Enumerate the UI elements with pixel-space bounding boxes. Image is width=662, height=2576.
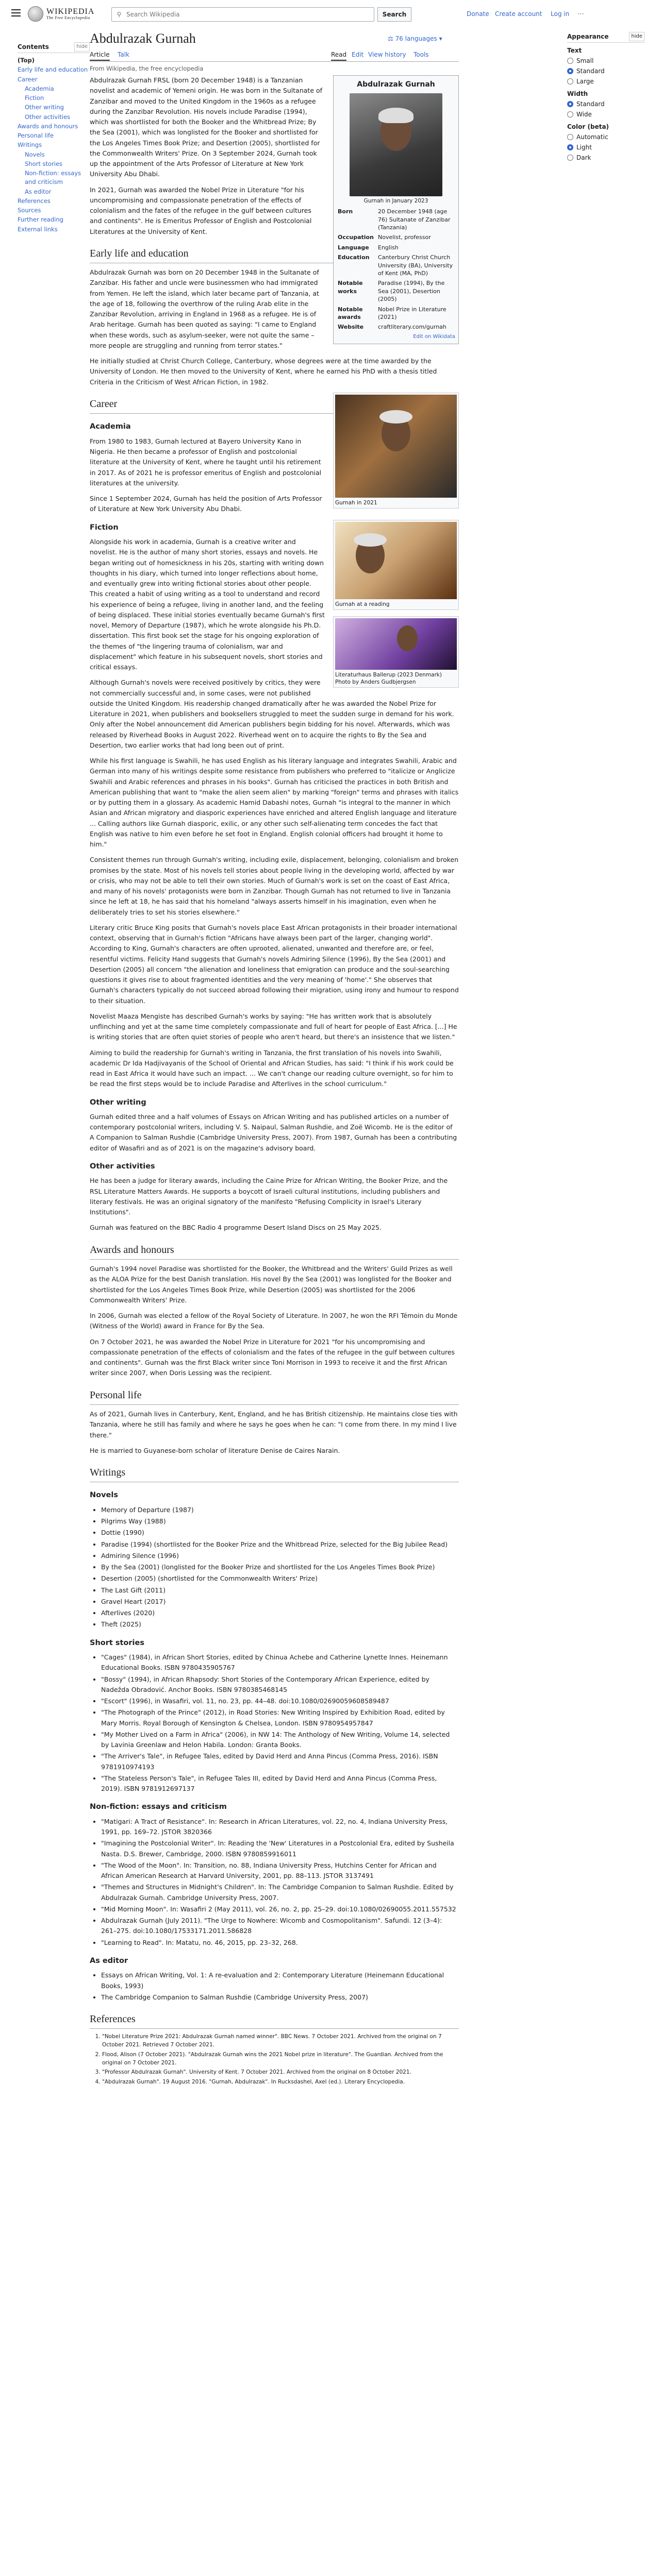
novel-item: • Paradise (1994) (shortlisted for the Booker Prize and the Whitbread Prize, selected for the Big Jubilee Read)	[101, 1539, 459, 1550]
tab-history[interactable]: View history	[368, 51, 406, 58]
paragraph: Gurnah edited three and a half volumes of Essays on African Writing and has published articles on a number of contemporary postcolonial writers, including V. S. Naipaul, Salman Rushdie, and Zoë Wicomb. He is the editor of A Companion to Salman Rushdie (Cambridge University Press, 2007). From 1987, Gurnah has been a contributing editor of Wasafiri and as of 2021 is on the magazine's advisory board.	[90, 1112, 457, 1152]
nonfiction-item: • "The Wood of the Moon". In: Transition, no. 88, Indiana University Press, Hutchins Center for African and African American Research at Harvard University, 2001, pp. 88–113. JSTOR 3137491	[101, 1860, 459, 1882]
option-label: Standard	[576, 100, 605, 108]
radio-icon[interactable]	[567, 111, 573, 117]
heading-academia: Academia	[90, 422, 131, 431]
option-label: Dark	[576, 154, 591, 161]
heading-other-writing: Other writing	[90, 1098, 146, 1107]
infobox-value: craftliterary.com/gurnah	[378, 324, 446, 331]
tab-tools[interactable]: Tools	[413, 51, 429, 58]
text-size-option[interactable]	[567, 77, 644, 86]
nonfiction-list	[101, 1817, 459, 1948]
reference-item: 3. "Professor Abdulrazak Gurnah". University of Kent. 7 October 2021. Archived from the original on 8 October 2021.	[102, 2069, 459, 2077]
paragraph: He has been a judge for literary awards, including the Caine Prize for African Writing, the Booker Prize, and the RSL Literature Matters Awards. He supports a boycott of Israeli cultural institutions, including publishers and literary festivals. He was an original signatory of the manifesto "Refusing Complicity in Israel's Literary Institutions".	[90, 1177, 448, 1216]
reference-item: 1. "Nobel Literature Prize 2021: Abdulrazak Gurnah named winner". BBC News. 7 October 2021. Archived from the original on 7 October 2021. Retrieved 7 October 2021.	[102, 2033, 459, 2049]
paragraph: Abdulrazak Gurnah was born on 20 December 1948 in the Sultanate of Zanzibar. His father and uncle were businessmen who had immigrated from Yemen. He left the island, which later became part of Tanzania, at the age of 18, following the overthrow of the ruling Arab elite in the Zanzibar Revolution, arriving in England in 1968 as a refugee. He is of Arab heritage. Gurnah has been quoted as saying: "I came to England when these words, such as asylum-seeker, were not quite the same – more people are struggling and running from terror states."	[90, 268, 319, 349]
infobox-label: Website	[338, 324, 364, 331]
login-link[interactable]: Log in	[551, 10, 570, 18]
paragraph: On 7 October 2021, he was awarded the Nobel Prize in Literature for 2021 "for his uncompromising and compassionate penetration of the effects of colonialism and the fates of the refugee in the gulf between cultures and continents". Gurnah was the first Black writer since Toni Morrison in 1993 to receive it and the first African writer since 2007, when Doris Lessing was the recipient.	[90, 1337, 455, 1377]
heading-awards: Awards and honours	[90, 1242, 459, 1260]
main-content	[90, 29, 459, 2088]
toc-item[interactable]: Sources	[18, 207, 41, 214]
toc-item[interactable]: As editor	[25, 188, 52, 195]
infobox-caption: Gurnah in January 2023	[363, 197, 428, 204]
lead-paragraph: In 2021, Gurnah was awarded the Nobel Prize in Literature "for his uncompromising and compassionate penetration of the effects of colonialism and the fates of the refugee in the gulf between cultures and continents". He is Emeritus Professor of English and Postcolonial Literatures at the University of Kent.	[90, 185, 312, 235]
short-story-item: • "Bossy" (1994), in African Rhapsody: Short Stories of the Contemporary African Experience, edited by Nadežda Obradović. Anchor Books. ISBN 9780385468145	[101, 1674, 459, 1696]
wikipedia-globe-icon	[28, 6, 43, 22]
reference-item: 2. Flood, Alison (7 October 2021). "Abdulrazak Gurnah wins the 2021 Nobel prize in literature". The Guardian. Archived from the original on 7 October 2021.	[102, 2051, 459, 2067]
page-tabs	[90, 48, 459, 62]
toc-item[interactable]: (Top)	[18, 57, 35, 64]
toc-item[interactable]: Early life and education	[18, 66, 88, 74]
toc-item[interactable]: Career	[18, 75, 38, 83]
infobox-title: Abdulrazak Gurnah	[357, 80, 435, 89]
user-menu-icon[interactable]: ⋯	[577, 10, 584, 18]
lead-paragraph: Abdulrazak Gurnah FRSL (born 20 December 1948) is a Tanzanian novelist and academic of Yemeni origin. He was born in the Sultanate of Zanzibar and moved to the United Kingdom in the 1960s as a refugee during the Zanzibar Revolution. His novels include Paradise (1994), which was shortlisted for both the Booker and the Whitbread Prize; By the Sea (2001), which was longlisted for the Booker and shortlisted for the Los Angeles Times Book Prize; and Desertion (2005), shortlisted for the Commonwealth Writers' Prize. On 3 September 2024, Gurnah took up the appointment of the Arts Professor of Literature at New York University Abu Dhabi.	[90, 76, 323, 178]
appearance-hide-button[interactable]: hide	[629, 32, 644, 41]
reference-item: 4. "Abdulrazak Gurnah". 19 August 2016. "Gurnah, Abdulrazak". In Rucksdashel, Axel (ed.). Literary Encyclopedia.	[102, 2078, 459, 2087]
infobox-row	[336, 252, 456, 278]
infobox-row	[336, 322, 456, 332]
infobox-value: Nobel Prize in Literature (2021)	[378, 306, 446, 320]
toc-hide-button[interactable]: hide	[74, 42, 90, 52]
toc-item[interactable]: Fiction	[25, 94, 44, 101]
infobox-label: Notable awards	[338, 306, 363, 320]
editor-list	[101, 1970, 459, 2003]
radio-icon[interactable]	[567, 68, 573, 74]
novel-item: • By the Sea (2001) (longlisted for the Booker Prize and shortlisted for the Los Angeles Times Book Prize)	[101, 1562, 459, 1572]
paragraph: While his first language is Swahili, he has used English as his literary language and integrates Swahili, Arabic and German into many of his writings despite some resistance from publishers who preferred to "italicize or Anglicize Swahili and Arabic references and phrases in his books". Gurnah has criticised the practices in both British and American publishing that want to "make the alien seem alien" by marking "foreign" terms and phrases with italics or by putting them in a glossary. As academic Hamid Dabashi notes, Gurnah "is integral to the manner in which Asian and African migratory and diasporic experiences have enriched and altered English language and literature ... Calling authors like Gurnah diasporic, exilic, or any other such self-alienating term concedes the fact that English was native to him even before he set foot in England. English colonial officers had brought it home to him."	[90, 757, 459, 848]
figure-image[interactable]	[335, 395, 457, 498]
toc-title: Contents	[18, 43, 49, 50]
toc-item[interactable]: External links	[18, 225, 58, 233]
page-subtitle: From Wikipedia, the free encyclopedia	[90, 65, 204, 72]
novel-item: • Memory of Departure (1987)	[101, 1505, 459, 1515]
infobox-row	[336, 278, 456, 304]
search-box	[111, 7, 374, 22]
nonfiction-item: • "Matigari: A Tract of Resistance". In: Research in African Literatures, vol. 22, no. 4, Indiana University Press, 1991, pp. 169–72. JSTOR 3820366	[101, 1817, 459, 1838]
infobox-value: Novelist, professor	[378, 234, 431, 241]
infobox-label: Notable works	[338, 280, 363, 295]
tab-talk[interactable]: Talk	[118, 51, 129, 58]
toc-item[interactable]: Short stories	[25, 160, 63, 167]
paragraph: Novelist Maaza Mengiste has described Gurnah's works by saying: "He has written work that is absolutely unflinching and yet at the same time completely compassionate and full of heart for people of East Africa. [...] He is writing stories that are often quiet stories of people who aren't heard, but there's an insistence that we listen."	[90, 1012, 457, 1041]
heading-nonfiction: Non-fiction: essays and criticism	[90, 1803, 227, 1811]
width-option[interactable]	[567, 110, 644, 119]
infobox	[333, 75, 459, 344]
heading-as-editor: As editor	[90, 1956, 128, 1965]
novel-item: • Gravel Heart (2017)	[101, 1597, 459, 1607]
heading-novels: Novels	[90, 1491, 118, 1500]
color-option[interactable]	[567, 132, 644, 142]
radio-icon[interactable]	[567, 101, 573, 107]
novel-item: • Desertion (2005) (shortlisted for the Commonwealth Writers' Prize)	[101, 1573, 459, 1584]
text-size-option[interactable]	[567, 66, 644, 76]
short-story-item: • "The Arriver's Tale", in Refugee Tales, edited by David Herd and Anna Pincus (Comma Press, 2016). ISBN 9781910974193	[101, 1751, 459, 1772]
color-option[interactable]	[567, 153, 644, 162]
language-button[interactable]: ⚖ 76 languages ▾	[388, 35, 442, 42]
figure-caption: Gurnah at a reading	[335, 601, 390, 607]
paragraph: Literary critic Bruce King posits that Gurnah's novels place East African protagonists in their broader international context, observing that in Gurnah's fiction "Africans have always been part of the larger, changing world". According to King, Gurnah's characters are often uprooted, alienated, unwanted and therefore are, or feel, resentful victims. Felicity Hand suggests that Gurnah's novels Admiring Silence (1996), By the Sea (2001) and Desertion (2005) all concern "the alienation and loneliness that emigration can produce and the soul-searching questions it gives rise to about fragmented identities and the very meaning of 'home'." She observes that Gurnah's characters typically do not succeed abroad following their migration, using irony and humour to respond to their situation.	[90, 923, 459, 1005]
heading-personal-life: Personal life	[90, 1387, 459, 1405]
heading-other-activities: Other activities	[90, 1162, 155, 1171]
wordmark: WIKIPEDIA	[46, 7, 95, 16]
heading-early-life: Early life and education	[90, 245, 459, 263]
search-icon: ⚲	[117, 11, 122, 18]
short-story-item: • "The Photograph of the Prince" (2012), in Road Stories: New Writing Inspired by Exhibition Road, edited by Mary Morris. Royal Borough of Kensington & Chelsea, London. ISBN 9780954957847	[101, 1707, 459, 1728]
main-menu-icon[interactable]	[11, 9, 21, 16]
nonfiction-item: • "Mid Morning Moon". In: Wasafiri 2 (May 2011), vol. 26, no. 2, pp. 25–29. doi:10.1080/02690055.2011.557532	[101, 1904, 459, 1914]
option-label: Automatic	[576, 133, 608, 141]
table-of-contents	[18, 42, 90, 234]
heading-references: References	[90, 2011, 459, 2029]
search-input[interactable]	[126, 11, 374, 18]
short-stories-list	[101, 1652, 459, 1794]
nonfiction-item: • "Themes and Structures in Midnight's Children". In: The Cambridge Companion to Salman Rushdie. Edited by Abdulrazak Gurnah. Cambridge University Press, 2007.	[101, 1882, 459, 1903]
figure-caption: Gurnah in 2021	[335, 499, 377, 506]
novels-list	[101, 1505, 459, 1630]
paragraph: He initially studied at Christ Church College, Canterbury, whose degrees were at the time awarded by the University of London. He then moved to the University of Kent, where he earned his PhD with a thesis titled Criteria in the Criticism of West African Fiction, in 1982.	[90, 357, 437, 386]
width-label: Width	[567, 90, 588, 97]
toc-item[interactable]: Novels	[25, 150, 45, 158]
infobox-label: Occupation	[338, 234, 374, 241]
option-label: Large	[576, 78, 594, 85]
figure-image[interactable]	[335, 618, 457, 670]
portrait-image[interactable]	[350, 93, 442, 196]
heading-career: Career	[90, 396, 459, 414]
tagline: The Free Encyclopedia	[46, 15, 90, 20]
heading-fiction: Fiction	[90, 523, 119, 532]
infobox-label: Born	[338, 208, 353, 215]
infobox-label: Education	[338, 254, 370, 261]
appearance-panel	[567, 29, 644, 163]
donate-link[interactable]: Donate	[467, 10, 489, 18]
nonfiction-item: • "Imagining the Postcolonial Writer". In: Reading the 'New' Literatures in a Postcolonial Era, edited by Susheila Nasta. D.S. Brewer, Cambridge, 2000. ISBN 9780859916011	[101, 1838, 459, 1859]
figure-caption: Literaturhaus Ballerup (2023 Denmark) Photo by Anders Gudbjergsen	[335, 671, 442, 685]
tab-edit[interactable]: Edit	[352, 51, 364, 58]
heading-writings: Writings	[90, 1464, 459, 1482]
radio-icon[interactable]	[567, 78, 573, 84]
short-story-item: • "Cages" (1984), in African Short Stories, edited by Chinua Achebe and Catherine Lynette Innes. Heinemann Educational Books. ISBN 9780435905767	[101, 1652, 459, 1673]
infobox-value: 20 December 1948 (age 76) Sultanate of Zanzibar (Tanzania)	[378, 208, 451, 231]
toc-item[interactable]: Further reading	[18, 216, 63, 224]
option-label: Wide	[576, 111, 592, 118]
toc-item[interactable]: Other activities	[25, 113, 71, 121]
paragraph: Consistent themes run through Gurnah's writing, including exile, displacement, belonging, colonialism and broken promises by the state. Most of his novels tell stories about people living in the developing world, affected by war or crisis, who may not be able to tell their own stories. Much of Gurnah's work is set on the coast of East Africa, and many of his novels' protagonists were born in Zanzibar. Though Gurnah has not returned to live in Tanzania since he left at 18, he has said that his homeland "always asserts himself in his imagination, even when he deliberately tries to set his stories elsewhere."	[90, 856, 459, 916]
paragraph: As of 2021, Gurnah lives in Canterbury, Kent, England, and he has British citizenship. He maintains close ties with Tanzania, where he still has family and where he says he goes when he can: "I come from there. In my mind I live there."	[90, 1410, 458, 1439]
short-story-item: • "The Stateless Person's Tale", in Refugee Tales III, edited by David Herd and Anna Pincus (Comma Press, 2019). ISBN 9781912697137	[101, 1773, 459, 1794]
figure	[333, 393, 459, 509]
figure	[333, 520, 459, 610]
site-header	[0, 0, 662, 29]
appearance-title: Appearance	[567, 33, 609, 40]
paragraph: Gurnah's 1994 novel Paradise was shortlisted for the Booker, the Whitbread and the Writers' Guild Prizes as well as the ALOA Prize for the best Danish translation. His novel By the Sea (2001) was longlisted for the Booker and shortlisted for the Los Angeles Times Book Prize, while Desertion (2005) was shortlisted for the 2006 Commonwealth Writers' Prize.	[90, 1265, 453, 1304]
toc-item[interactable]: Awards and honours	[18, 122, 78, 130]
infobox-table	[336, 207, 456, 332]
references-list	[102, 2033, 459, 2087]
paragraph: He is married to Guyanese-born scholar of literature Denise de Caires Narain.	[90, 1446, 340, 1454]
option-label: Standard	[576, 67, 605, 75]
paragraph: Aiming to build the readership for Gurnah's writing in Tanzania, the first translation of his novels into Swahili, academic Dr Ida Hadjivayanis of the School of Oriental and African Studies, has said: "I think if his work could be read in East Africa it would have such an impact. ... We can't change our reading culture overnight, so for him to be read the first steps would be to include Paradise and Afterlives in the school curriculum."	[90, 1048, 454, 1088]
text-size-option[interactable]	[567, 56, 644, 65]
novel-item: • Pilgrims Way (1988)	[101, 1516, 459, 1527]
editor-item: • Essays on African Writing, Vol. 1: A re-evaluation and 2: Contemporary Literature (Heinemann Educational Books, 1993)	[101, 1970, 459, 1991]
infobox-row	[336, 243, 456, 252]
infobox-value: Canterbury Christ Church University (BA), University of Kent (MA, PhD)	[378, 254, 453, 277]
infobox-value: Paradise (1994), By the Sea (2001), Desertion (2005)	[378, 280, 445, 303]
tab-read[interactable]: Read	[331, 51, 346, 61]
article-body	[90, 75, 459, 2087]
wikipedia-logo[interactable]	[28, 6, 94, 22]
toc-item[interactable]: Personal life	[18, 132, 54, 139]
toc-item[interactable]: Non-fiction: essays and criticism	[25, 170, 81, 186]
color-label: Color (beta)	[567, 123, 609, 130]
text-size-label: Text	[567, 47, 582, 54]
toc-item[interactable]: References	[18, 197, 51, 205]
infobox-row	[336, 304, 456, 323]
novel-item: • Theft (2025)	[101, 1619, 459, 1630]
option-label: Light	[576, 144, 592, 151]
novel-item: • Admiring Silence (1996)	[101, 1551, 459, 1561]
paragraph: Gurnah was featured on the BBC Radio 4 programme Desert Island Discs on 25 May 2025.	[90, 1224, 382, 1232]
nonfiction-item: • "Learning to Read". In: Matatu, no. 46, 2015, pp. 23–32, 268.	[101, 1938, 459, 1948]
toc-item[interactable]: Other writing	[25, 104, 64, 111]
radio-icon[interactable]	[567, 144, 573, 150]
heading-short-stories: Short stories	[90, 1638, 144, 1647]
tab-article[interactable]: Article	[90, 51, 110, 61]
nonfiction-item: • Abdulrazak Gurnah (July 2011). "The Urge to Nowhere: Wicomb and Cosmopolitanism". Safundi. 12 (3–4): 261–275. doi:10.1080/17533171.2011.586828	[101, 1916, 459, 1937]
paragraph: Although Gurnah's novels were received positively by critics, they were not commercially successful and, in some cases, were not published outside the United Kingdom. His readership changed dramatically after he was awarded the Nobel Prize for Literature in 2021, when publishers and booksellers struggled to meet the sudden surge in demand for his work. Only after the Nobel announcement did American publishers begin bidding for his novel. Afterwards, which was released by Riverhead Books in August 2022. Riverhead went on to acquire the rights to By the Sea and Desertion, two earlier works that had long been out of print.	[90, 679, 454, 749]
novel-item: • The Last Gift (2011)	[101, 1585, 459, 1596]
figure-image[interactable]	[335, 522, 457, 599]
toc-item[interactable]: Academia	[25, 84, 54, 92]
infobox-row	[336, 232, 456, 242]
paragraph: Alongside his work in academia, Gurnah is a creative writer and novelist. He is the author of many short stories, essays and novels. He began writing out of homesickness in his 20s, starting with writing down thoughts in his diary, which turned into longer reflections about home, and eventually grew into writing fictional stories about other people. This created a habit of using writing as a tool to understand and record his experience of being a refugee, living in another land, and the feeling of being displaced. These initial stories eventually became Gurnah's first novel, Memory of Departure (1987), which he wrote alongside his Ph.D. dissertation. This first book set the stage for his ongoing exploration of the themes of "the lingering trauma of colonialism, war and displacement" which feature in his subsequent novels, short stories and critical essays.	[90, 538, 325, 671]
option-label: Small	[576, 57, 594, 64]
radio-icon[interactable]	[567, 134, 573, 140]
search-button[interactable]: Search	[377, 7, 411, 22]
width-option[interactable]	[567, 99, 644, 109]
edit-wikidata-link[interactable]: Edit on Wikidata	[413, 333, 455, 340]
paragraph: In 2006, Gurnah was elected a fellow of the Royal Society of Literature. In 2007, he won the RFI Témoin du Monde (Witness of the World) award in France for By the Sea.	[90, 1312, 458, 1330]
radio-icon[interactable]	[567, 58, 573, 64]
infobox-row	[336, 207, 456, 232]
novel-item: • Afterlives (2020)	[101, 1608, 459, 1618]
short-story-item: • "Escort" (1996), in Wasafiri, vol. 11, no. 23, pp. 44–48. doi:10.1080/02690059608589487	[101, 1696, 459, 1706]
figure	[333, 616, 459, 688]
infobox-label: Language	[338, 244, 369, 251]
editor-item: • The Cambridge Companion to Salman Rushdie (Cambridge University Press, 2007)	[101, 1992, 459, 2003]
paragraph: Since 1 September 2024, Gurnah has held the position of Arts Professor of Literature at New York University Abu Dhabi.	[90, 495, 322, 513]
paragraph: From 1980 to 1983, Gurnah lectured at Bayero University Kano in Nigeria. He then became a professor of English and postcolonial literature at the University of Kent, where he taught until his retirement in 2017. As of 2021 he is professor emeritus of English and postcolonial literatures at the university.	[90, 437, 322, 487]
infobox-value: English	[378, 244, 399, 251]
short-story-item: • "My Mother Lived on a Farm in Africa" (2006), in NW 14: The Anthology of New Writing, Volume 14, selected by Lavinia Greenlaw and Helon Habila. London: Granta Books.	[101, 1730, 459, 1751]
create-account-link[interactable]: Create account	[495, 10, 542, 18]
novel-item: • Dottie (1990)	[101, 1528, 459, 1538]
page-title: Abdulrazak Gurnah	[90, 31, 196, 46]
color-option[interactable]	[567, 143, 644, 152]
toc-item[interactable]: Writings	[18, 141, 42, 149]
radio-icon[interactable]	[567, 155, 573, 161]
